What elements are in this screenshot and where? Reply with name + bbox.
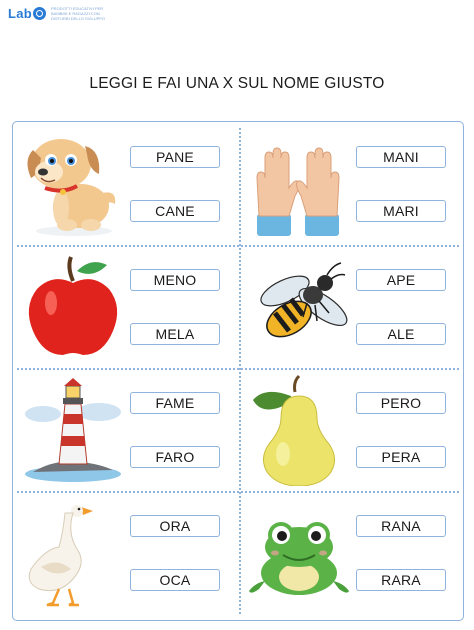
exercise-cell-bee [239,245,464,368]
option-pane[interactable]: PANE [130,146,220,168]
exercise-cell-goose [13,491,238,614]
exercise-cell-pear [239,368,464,491]
option-ape[interactable]: APE [356,269,446,291]
option-ale[interactable]: ALE [356,323,446,345]
exercise-cell-frog [239,491,464,614]
exercise-grid [12,121,464,621]
exercise-cell-lighthouse [13,368,238,491]
lighthouse-image [19,374,127,486]
logo-tagline: PRODOTTI EDUCATIVI PER BAMBINI E RAGAZZI CON DISTURBI DELLO SVILUPPO [51,6,106,21]
page-title: LEGGI E FAI UNA X SUL NOME GIUSTO [89,75,385,92]
option-pero[interactable]: PERO [356,392,446,414]
frog-image [245,497,353,609]
logo-word: Lab [8,6,33,21]
logo-badge-icon [33,7,46,20]
option-mela[interactable]: MELA [130,323,220,345]
exercise-cell-apple [13,245,238,368]
option-rana[interactable]: RANA [356,515,446,537]
bee-image [245,251,353,363]
pear-image [245,374,353,486]
option-cane[interactable]: CANE [130,200,220,222]
option-mari[interactable]: MARI [356,200,446,222]
option-pera[interactable]: PERA [356,446,446,468]
exercise-cell-dog [13,122,238,245]
option-rara[interactable]: RARA [356,569,446,591]
goose-image [19,497,127,609]
hands-image [245,128,353,240]
exercise-cell-hands [239,122,464,245]
option-ora[interactable]: ORA [130,515,220,537]
red-apple-image [19,251,127,363]
option-fame[interactable]: FAME [130,392,220,414]
option-meno[interactable]: MENO [130,269,220,291]
lab-logo [8,6,113,21]
option-faro[interactable]: FARO [130,446,220,468]
option-oca[interactable]: OCA [130,569,220,591]
option-mani[interactable]: MANI [356,146,446,168]
puppy-dog-image [19,128,127,240]
